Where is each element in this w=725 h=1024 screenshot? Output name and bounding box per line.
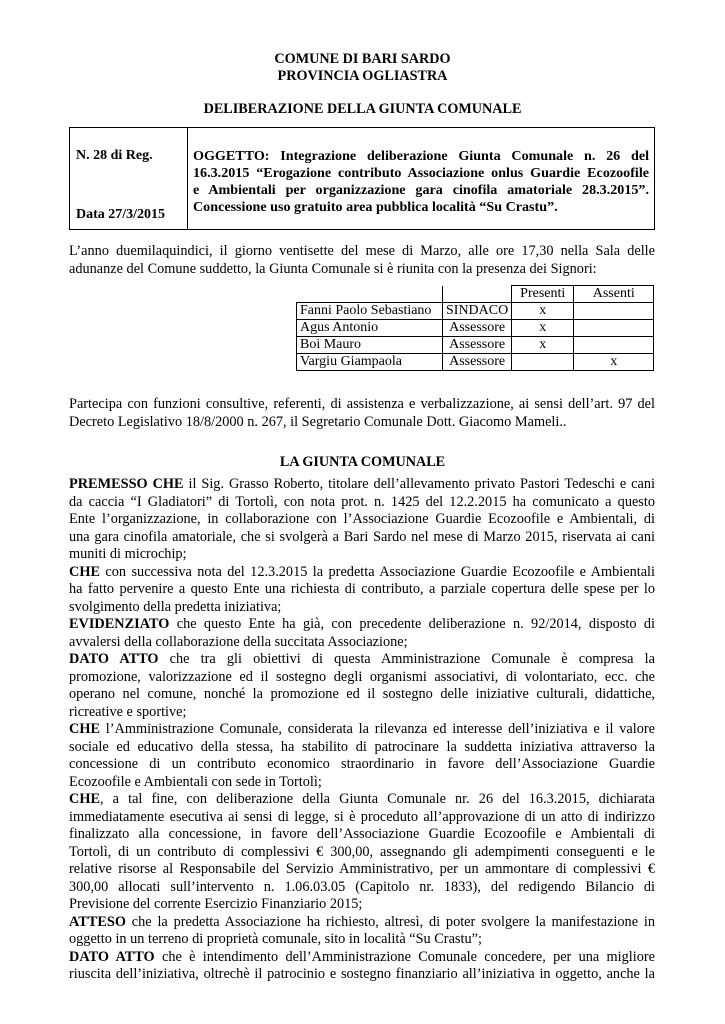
atteso-lead: ATTESO: [69, 913, 126, 930]
attendance-row: [297, 303, 654, 320]
attendance-header-presenti: Presenti: [512, 286, 574, 303]
body-line: [69, 949, 655, 967]
che-lead: CHE: [69, 721, 100, 737]
body-text: l’Amministrazione Comunale, considerata la rilevanza ed interesse dell’iniziativa e il valore: [99, 721, 655, 737]
body-line: una gara cinofila amatoriale, che si svolgerà a Bari Sardo nel mese di Marzo 2015, riservata ai cani: [69, 528, 655, 545]
body-line: sociale ed educativo della stessa, ha stabilito di patrocinare la suddetta iniziativa attraverso la: [69, 738, 655, 755]
oggetto-line: OGGETTO: Integrazione deliberazione Giunta Comunale n. 26 del: [193, 148, 649, 164]
body-text: il Sig. Grasso Roberto, titolare dell’allevamento privato Pastori Tedeschi e cani: [183, 476, 655, 492]
oggetto-line: 16.3.2015 “Erogazione contributo Associazione onlus Guardie Ecozoofile: [193, 165, 649, 181]
body-line: [69, 721, 655, 739]
segretario-paragraph: [69, 396, 655, 431]
body-line: muniti di microchip;: [69, 546, 187, 562]
segretario-line: Partecipa con funzioni consultive, referenti, di assistenza e verbalizzazione, ai sensi dell’art. 97 del: [69, 396, 655, 412]
attendance-header-assenti: Assenti: [574, 286, 654, 303]
body-line: promozione, valorizzazione ed il sostegno degli organismi associativi, di volontariato, ecc. che: [69, 668, 655, 685]
body-text: , a tal fine, con deliberazione della Giunta Comunale nr. 26 del 16.3.2015, dichiarata: [99, 791, 655, 807]
body-line: avvalersi della collaborazione della succitata Associazione;: [69, 633, 408, 650]
oggetto-box-divider: [187, 128, 188, 229]
body-line: [69, 914, 655, 932]
body-line: operano nel comune, nonché la promozione ed il sostegno delle iniziative culturali, didattiche,: [69, 686, 655, 702]
deliberation-body: [69, 476, 655, 984]
body-line: Ente l’organizzazione, in collaborazione con l’Associazione Guardie Ecozoofile e Ambientali, di: [69, 511, 655, 527]
body-line: 300,00 allocati sull’intervento n. 1.06.03.05 (Capitolo nr. 1833), del redigendo Bilancio di: [69, 878, 655, 895]
member-role: SINDACO: [443, 303, 512, 320]
body-line: Previsione del corrente Esercizio Finanziario 2015;: [69, 896, 363, 912]
che-lead: CHE: [69, 791, 100, 807]
attendance-header-blank: [443, 286, 512, 303]
deliberazione-title: DELIBERAZIONE DELLA GIUNTA COMUNALE: [203, 101, 522, 117]
attendance-row: [297, 320, 654, 337]
body-line: [69, 791, 655, 809]
intro-paragraph: [69, 243, 655, 278]
comune-title: COMUNE DI BARI SARDO: [274, 51, 451, 67]
oggetto-text: [193, 148, 649, 216]
member-absent: x: [574, 354, 654, 371]
attendance-row: [297, 354, 654, 371]
oggetto-box: [69, 127, 655, 230]
attendance-row: [297, 337, 654, 354]
body-text: con successiva nota del 12.3.2015 la predetta Associazione Guardie Ecozoofile e Ambientali: [99, 563, 655, 580]
che-lead: CHE: [69, 563, 100, 580]
body-line: svolgimento della predetta iniziativa;: [69, 598, 282, 615]
segretario-line: Decreto Legislativo 18/8/2000 n. 267, il Segretario Comunale Dott. Giacomo Mameli..: [69, 413, 567, 430]
member-absent: [574, 320, 654, 337]
body-line: oggetto in un terreno di proprietà comunale, sito in località “Su Crastu”;: [69, 931, 482, 947]
body-line: Ecozoofile e Ambientali con sede in Tortolì;: [69, 773, 322, 790]
member-name: Agus Antonio: [297, 320, 443, 337]
attendance-table: [296, 285, 654, 371]
body-line: ha fatto pervenire a questo Ente una richiesta di contributo, a parziale copertura delle spese per lo: [69, 581, 655, 597]
member-present: [512, 354, 574, 371]
member-name: Boi Mauro: [297, 337, 443, 354]
body-text: che tra gli obiettivi di questa Amministrazione Comunale è compresa la: [158, 651, 655, 667]
body-line: [69, 651, 655, 669]
dato-atto-lead: DATO ATTO: [69, 948, 155, 965]
body-line: concessione di un contributo economico straordinario in favore dell’Associazione Guardie: [69, 756, 655, 772]
oggetto-line: e Ambientali per organizzazione gara cinofila amatoriale 28.3.2015”.: [193, 182, 649, 198]
member-role: Assessore: [443, 337, 512, 354]
provincia-title: PROVINCIA OGLIASTRA: [277, 68, 448, 84]
body-text: che questo Ente ha già, con precedente deliberazione n. 92/2014, disposto di: [169, 616, 655, 632]
body-line: riuscita dell’iniziativa, oltrechè il patrocinio e sostegno finanziario all’iniziativa in oggetto, anche la: [69, 966, 655, 982]
body-line: da caccia “I Gladiatori” di Tortolì, con nota prot. n. 1425 del 12.2.2015 ha comunicato a questo: [69, 493, 655, 510]
intro-line: adunanze del Comune suddetto, la Giunta Comunale si è riunita con la presenza dei Signori:: [69, 260, 597, 277]
intro-line: L’anno duemilaquindici, il giorno ventisette del mese di Marzo, alle ore 17,30 nella Sala delle: [69, 243, 655, 259]
member-present: x: [512, 337, 574, 354]
member-name: Fanni Paolo Sebastiano: [297, 303, 443, 320]
member-name: Vargiu Giampaola: [297, 354, 443, 371]
member-present: x: [512, 303, 574, 320]
dato-atto-lead: DATO ATTO: [69, 651, 159, 667]
attendance-header-blank: [297, 286, 443, 303]
body-line: [69, 616, 655, 634]
member-absent: [574, 337, 654, 354]
deliberation-date: Data 27/3/2015: [76, 207, 166, 222]
body-text: che è intendimento dell’Amministrazione Comunale concedere, per una migliore: [154, 948, 655, 965]
evidenziato-lead: EVIDENZIATO: [69, 616, 170, 632]
body-line: finalizzato alla concessione, in favore dell’Associazione Guardie Ecozoofile e Ambientali di: [69, 826, 655, 842]
attendance-header-row: [297, 286, 654, 303]
body-line: [69, 476, 655, 494]
premesso-lead: PREMESSO CHE: [69, 476, 184, 492]
body-text: che la predetta Associazione ha richiesto, altresì, di poter svolgere la manifestazione in: [125, 913, 655, 930]
giunta-heading: LA GIUNTA COMUNALE: [279, 454, 446, 470]
oggetto-line: Concessione uso gratuito area pubblica località “Su Crastu”.: [193, 199, 558, 215]
member-present: x: [512, 320, 574, 337]
body-line: relative risorse al Responsabile del Servizio Amministrativo, per un ammontare di complessivi €: [69, 861, 655, 877]
member-role: Assessore: [443, 320, 512, 337]
body-line: Tortolì, di un contributo di complessivi € 300,00, assegnando gli adempimenti conseguenti e le: [69, 843, 655, 860]
body-line: immediatamente esecutiva ai sensi di legge, si è proceduto all’approvazione di un atto di indirizzo: [69, 808, 655, 825]
registry-number: N. 28 di Reg.: [76, 148, 153, 163]
body-line: [69, 564, 655, 582]
body-line: ricreative e sportive;: [69, 703, 187, 720]
member-role: Assessore: [443, 354, 512, 371]
member-absent: [574, 303, 654, 320]
